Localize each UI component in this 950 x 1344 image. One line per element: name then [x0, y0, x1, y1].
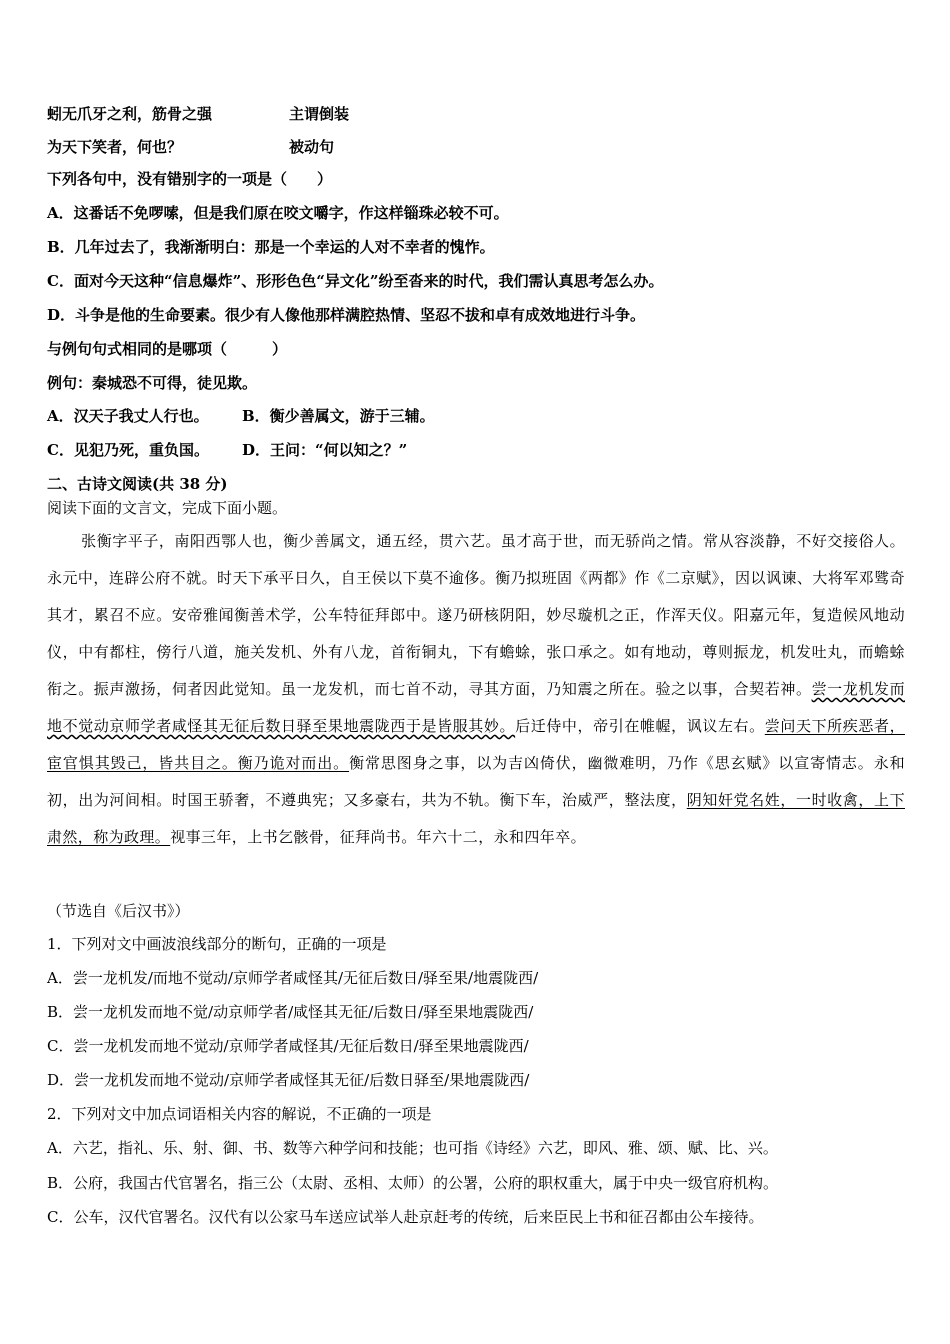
q1-option-a: A．尝一龙机发/而地不觉动/京师学者咸怪其/无征后数日/驿至果/地震陇西/: [47, 969, 539, 987]
section-instruction: 阅读下面的文言文，完成下面小题。: [47, 499, 288, 517]
q1-option-d: D．尝一龙机发而地不觉动/京师学者咸怪其无征/后数日驿至/果地震陇西/: [47, 1071, 530, 1089]
q1-option-c: C．尝一龙机发而地不觉动/京师学者咸怪其/无征后数日/驿至果地震陇西/: [47, 1037, 529, 1055]
option-d: D．王问：“何以知之？”: [242, 441, 408, 459]
passage-text: 衡常思图身之事，以为吉凶倚伏，幽微难明，乃作《思玄赋》以宣寄情志。永和初，出为河间相。时国王骄奢，不遵典宪；又多豪右，共为不轨。衡下车，治威严，整法度，: [47, 754, 905, 809]
option-c: C．见犯乃死，重负国。: [47, 441, 209, 459]
q2-option-a: A．六艺，指礼、乐、射、御、书、数等六种学问和技能；也可指《诗经》六艺，即风、雅、颂、赋、比、兴。: [47, 1139, 778, 1157]
question-2-stem: 2．下列对文中加点词语相关内容的解说，不正确的一项是: [47, 1105, 432, 1123]
option-a: A．这番话不免啰嗦，但是我们原在咬文嚼字，作这样锱珠必较不可。: [47, 204, 509, 222]
q2-option-b: B．公府，我国古代官署名，指三公（太尉、丞相、太师）的公署，公府的职权重大，属于中央一级官府机构。: [47, 1174, 779, 1192]
option-b: B．几年过去了，我渐渐明白：那是一个幸运的人对不幸者的愧怍。: [47, 238, 495, 256]
pair-type: 主谓倒装: [289, 105, 350, 123]
options-row-ab: [47, 406, 435, 426]
underlined-sentence: 尝问天下所疾恶者，宦官惧其毁己，皆共目之。衡乃诡对而出。: [47, 717, 905, 772]
q2-option-c: C．公车，汉代官署名。汉代有以公家马车送应试举人赴京赶考的传统，后来臣民上书和征召都由公车接待。: [47, 1208, 764, 1226]
underlined-sentence: 阴知奸党名姓，一时收禽，上下肃然，称为政理。: [47, 791, 905, 846]
passage-source: （节选自《后汉书》）: [47, 902, 190, 920]
pair-sentence: 蚓无爪牙之利，筋骨之强: [47, 105, 213, 123]
question-stem-syntax: 与例句句式相同的是哪项（ ）: [47, 340, 288, 358]
example-pair-2: [47, 136, 335, 157]
passage-text: 视事三年，上书乞骸骨，征拜尚书。年六十二，永和四年卒。: [170, 828, 587, 846]
passage-text: 后迁侍中，帝引在帷幄，讽议左右。: [515, 717, 765, 735]
pair-type: 被动句: [289, 138, 335, 156]
example-pair-1: [47, 103, 350, 124]
option-d: D．斗争是他的生命要素。很少有人像他那样满腔热情、坚忍不拔和卓有成效地进行斗争。: [47, 306, 646, 324]
option-a: A．汉天子我丈人行也。: [47, 407, 209, 425]
option-c: C．面对今天这种“信息爆炸”、形形色色“异文化”纷至沓来的时代，我们需认真思考怎么办。: [47, 272, 664, 290]
classical-passage: [47, 523, 905, 856]
pair-sentence: 为天下笑者，何也？: [47, 138, 183, 156]
options-row-cd: [47, 440, 407, 460]
question-stem-typo: 下列各句中，没有错别字的一项是（ ）: [47, 170, 333, 188]
question-1-stem: 1．下列对文中画波浪线部分的断句，正确的一项是: [47, 935, 387, 953]
section-title: 二、古诗文阅读(共 38 分): [47, 475, 228, 493]
passage-text: 张衡字平子，南阳西鄂人也，衡少善属文，通五经，贯六艺。虽才高于世，而无骄尚之情。常从容淡静，不好交接俗人。永元中，连辟公府不就。时天下承平日久，自王侯以下莫不逾侈。衡乃拟班固《两都》作《二京赋》，因以讽谏、大将军邓骘奇其才，累召不应。安帝雅闻衡善术学，公车特征拜郎中。遂乃研核阴阳，妙尽璇机之正，作浑天仪。阳嘉元年，复造候风地动仪，中有都柱，傍行八道，施关发机、外有八龙，首衔铜丸，下有蟾蜍，张口承之。如有地动，尊则振龙，机发吐丸，而蟾蜍衔之。振声激扬，伺者因此觉知。虽一龙发机，而七首不动，寻其方面，乃知震之所在。验之以事，合契若神。: [47, 532, 905, 698]
q1-option-b: B．尝一龙机发而地不觉/动京师学者/咸怪其无征/后数日/驿至果地震陇西/: [47, 1003, 534, 1021]
example-sentence: 例句：秦城恐不可得，徒见欺。: [47, 374, 258, 392]
option-b: B．衡少善属文，游于三辅。: [242, 407, 435, 425]
wavy-underlined-text: 尝一龙机发而地不觉动京师学者咸怪其无征后数日驿至果地震陇西于是皆服其妙。: [47, 680, 905, 735]
